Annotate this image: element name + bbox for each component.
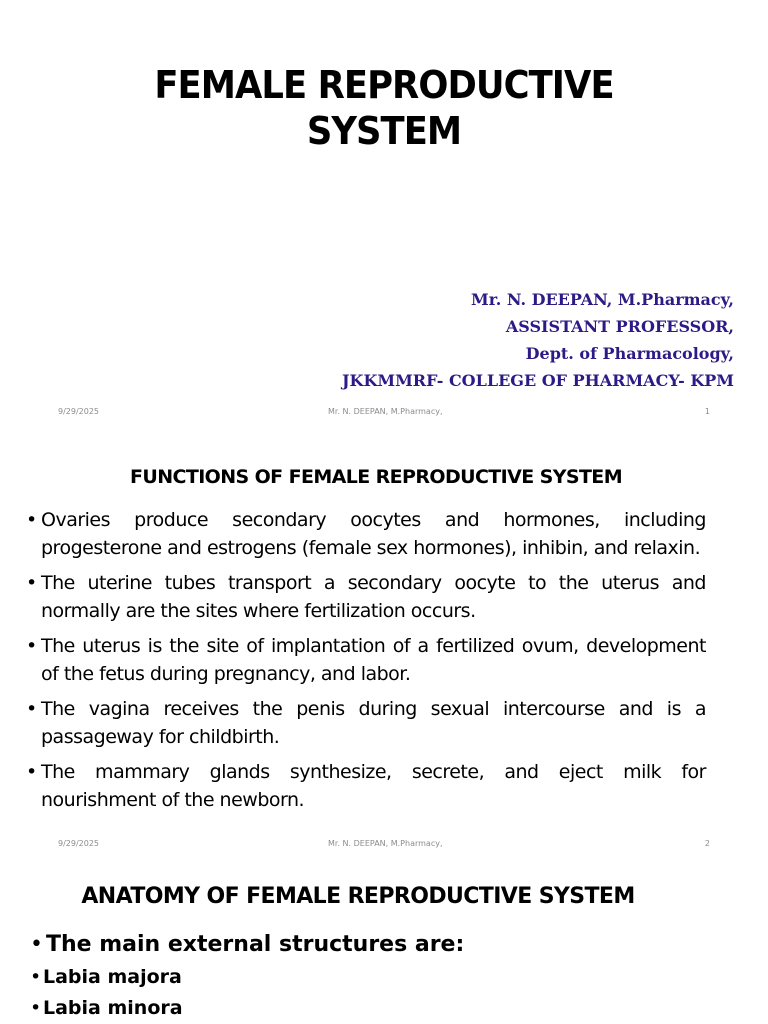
list-item-lead xyxy=(30,928,730,962)
main-title xyxy=(27,62,741,154)
list-item-text: Ovaries produce secondary oocytes and hormones, including progesterone and estrogens (female sex hormones), inhibin, and relaxin. xyxy=(41,509,706,559)
bullet-list xyxy=(26,506,706,821)
list-item-text: The uterus is the site of implantation of a fertilized ovum, development of the fetus during pregnancy, and labor. xyxy=(41,635,706,685)
list-item-text: Labia majora xyxy=(43,966,182,988)
list-item xyxy=(26,506,706,562)
bullet-icon: • xyxy=(26,761,37,783)
footer-page-number: 2 xyxy=(704,839,710,848)
footer-date: 9/29/2025 xyxy=(58,839,100,848)
slide-2 xyxy=(0,430,768,854)
list-item-text: Labia minora xyxy=(43,997,183,1019)
bullet-icon: • xyxy=(30,932,43,957)
slide-heading: ANATOMY OF FEMALE REPRODUCTIVE SYSTEM xyxy=(81,884,635,909)
list-item xyxy=(26,695,706,751)
slide-1 xyxy=(0,0,768,430)
footer-page-number: 1 xyxy=(704,407,710,416)
author-designation: ASSISTANT PROFESSOR, xyxy=(505,317,734,336)
bullet-icon: • xyxy=(26,698,37,720)
list-item xyxy=(30,962,730,993)
list-item-text: The mammary glands synthesize, secrete, and eject milk for nourishment of the newborn. xyxy=(41,761,706,811)
list-item-text: The uterine tubes transport a secondary oocyte to the uterus and normally are the sites where fertilization occurs. xyxy=(41,572,706,622)
list-item xyxy=(30,993,730,1024)
footer-author: Mr. N. DEEPAN, M.Pharmacy, xyxy=(328,839,443,848)
bullet-icon: • xyxy=(30,966,42,988)
slide-heading: FUNCTIONS OF FEMALE REPRODUCTIVE SYSTEM xyxy=(129,466,622,488)
author-college: JKKMMRF- COLLEGE OF PHARMACY- KPM xyxy=(341,371,734,390)
bullet-icon: • xyxy=(26,572,37,594)
bullet-icon: • xyxy=(26,635,37,657)
bullet-icon: • xyxy=(30,997,42,1019)
bullet-icon: • xyxy=(26,509,37,531)
slide-3 xyxy=(0,854,768,1024)
list-item-text: The vagina receives the penis during sexual intercourse and is a passageway for childbirth. xyxy=(41,698,706,748)
bullet-list xyxy=(30,928,730,1024)
footer-date: 9/29/2025 xyxy=(58,407,100,416)
footer-author: Mr. N. DEEPAN, M.Pharmacy, xyxy=(328,407,443,416)
list-item xyxy=(26,758,706,814)
slide-footer xyxy=(0,407,768,419)
list-item xyxy=(26,632,706,688)
slide-footer xyxy=(0,839,768,851)
list-item-text: The main external structures are: xyxy=(46,932,465,957)
main-title-line-2: SYSTEM xyxy=(306,109,462,153)
list-item xyxy=(26,569,706,625)
author-name: Mr. N. DEEPAN, M.Pharmacy, xyxy=(471,290,734,309)
author-block xyxy=(342,286,734,394)
author-department: Dept. of Pharmacology, xyxy=(525,344,734,363)
main-title-line-1: FEMALE REPRODUCTIVE xyxy=(154,63,614,107)
